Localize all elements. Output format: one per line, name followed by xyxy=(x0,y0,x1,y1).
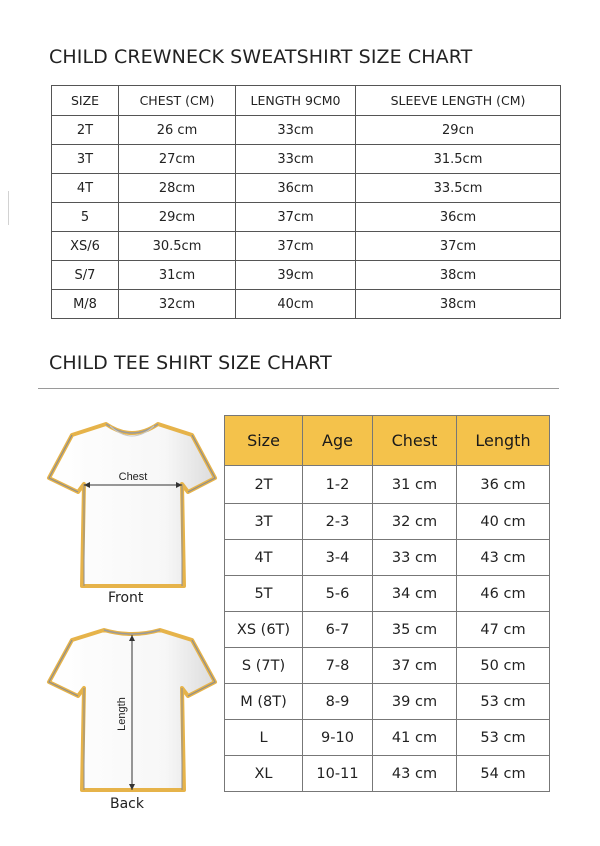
crewneck-header-row xyxy=(52,86,561,116)
tee-table-row xyxy=(225,756,550,792)
crewneck-cell-length: 33cm xyxy=(236,145,356,174)
crewneck-cell-chest: 28cm xyxy=(119,174,236,203)
crewneck-cell-length: 37cm xyxy=(236,232,356,261)
tee-cell-length: 53 cm xyxy=(457,684,550,720)
crewneck-cell-size: XS/6 xyxy=(52,232,119,261)
chest-label: Chest xyxy=(118,471,148,483)
tee-cell-chest: 31 cm xyxy=(373,466,457,504)
tee-table-row xyxy=(225,466,550,504)
tee-cell-chest: 33 cm xyxy=(373,540,457,576)
tee-cell-age: 1-2 xyxy=(303,466,373,504)
crewneck-cell-size: 2T xyxy=(52,116,119,145)
tee-header-size: Size xyxy=(225,416,303,466)
tee-cell-size: L xyxy=(225,720,303,756)
tee-table-row xyxy=(225,540,550,576)
crewneck-table-row xyxy=(52,116,561,145)
tee-cell-age: 9-10 xyxy=(303,720,373,756)
tee-cell-chest: 43 cm xyxy=(373,756,457,792)
tee-cell-age: 8-9 xyxy=(303,684,373,720)
tee-cell-age: 6-7 xyxy=(303,612,373,648)
crewneck-cell-sleeve: 36cm xyxy=(356,203,561,232)
crewneck-header-sleeve: SLEEVE LENGTH (CM) xyxy=(356,86,561,116)
tee-cell-chest: 39 cm xyxy=(373,684,457,720)
crewneck-cell-chest: 27cm xyxy=(119,145,236,174)
crewneck-size-table xyxy=(51,85,561,319)
tee-cell-size: S (7T) xyxy=(225,648,303,684)
tee-table-row xyxy=(225,648,550,684)
tee-cell-length: 40 cm xyxy=(457,504,550,540)
crewneck-cell-length: 33cm xyxy=(236,116,356,145)
crewneck-cell-size: S/7 xyxy=(52,261,119,290)
crewneck-table-row xyxy=(52,290,561,319)
tee-cell-size: 3T xyxy=(225,504,303,540)
tee-cell-age: 10-11 xyxy=(303,756,373,792)
crewneck-cell-size: 3T xyxy=(52,145,119,174)
tee-cell-length: 53 cm xyxy=(457,720,550,756)
tee-header-age: Age xyxy=(303,416,373,466)
crewneck-table-row xyxy=(52,145,561,174)
tee-cell-size: M (8T) xyxy=(225,684,303,720)
crewneck-cell-chest: 31cm xyxy=(119,261,236,290)
section-divider xyxy=(38,388,559,389)
tee-table-row xyxy=(225,684,550,720)
crewneck-cell-length: 37cm xyxy=(236,203,356,232)
crewneck-cell-sleeve: 38cm xyxy=(356,261,561,290)
margin-mark xyxy=(8,191,9,225)
tee-cell-length: 47 cm xyxy=(457,612,550,648)
tee-cell-size: XS (6T) xyxy=(225,612,303,648)
crewneck-cell-size: M/8 xyxy=(52,290,119,319)
tee-table-row xyxy=(225,612,550,648)
tee-cell-length: 46 cm xyxy=(457,576,550,612)
shirt-outline xyxy=(49,424,215,586)
crewneck-chart-title: CHILD CREWNECK SWEATSHIRT SIZE CHART xyxy=(49,46,473,68)
tee-cell-length: 50 cm xyxy=(457,648,550,684)
tshirt-front-diagram xyxy=(42,418,220,598)
tee-table-row xyxy=(225,504,550,540)
back-caption: Back xyxy=(110,796,144,812)
tee-cell-chest: 32 cm xyxy=(373,504,457,540)
crewneck-cell-length: 40cm xyxy=(236,290,356,319)
crewneck-cell-length: 39cm xyxy=(236,261,356,290)
crewneck-cell-chest: 32cm xyxy=(119,290,236,319)
tshirt-back-diagram xyxy=(42,622,220,802)
tee-cell-size: 4T xyxy=(225,540,303,576)
tee-cell-size: XL xyxy=(225,756,303,792)
crewneck-cell-sleeve: 31.5cm xyxy=(356,145,561,174)
tee-cell-chest: 34 cm xyxy=(373,576,457,612)
crewneck-cell-sleeve: 37cm xyxy=(356,232,561,261)
crewneck-table-row xyxy=(52,232,561,261)
tee-cell-age: 3-4 xyxy=(303,540,373,576)
tee-cell-age: 7-8 xyxy=(303,648,373,684)
tee-cell-chest: 37 cm xyxy=(373,648,457,684)
tee-cell-length: 36 cm xyxy=(457,466,550,504)
tee-header-length: Length xyxy=(457,416,550,466)
tee-cell-chest: 41 cm xyxy=(373,720,457,756)
tee-table-row xyxy=(225,720,550,756)
tee-table-row xyxy=(225,576,550,612)
tee-header-chest: Chest xyxy=(373,416,457,466)
crewneck-table-row xyxy=(52,261,561,290)
crewneck-table-row xyxy=(52,174,561,203)
tee-chart-title: CHILD TEE SHIRT SIZE CHART xyxy=(49,352,332,374)
crewneck-cell-length: 36cm xyxy=(236,174,356,203)
tee-header-row xyxy=(225,416,550,466)
crewneck-cell-chest: 29cm xyxy=(119,203,236,232)
tee-cell-size: 2T xyxy=(225,466,303,504)
crewneck-header-size: SIZE xyxy=(52,86,119,116)
crewneck-cell-sleeve: 29cn xyxy=(356,116,561,145)
crewneck-cell-chest: 26 cm xyxy=(119,116,236,145)
length-label: Length xyxy=(116,697,128,731)
crewneck-cell-sleeve: 38cm xyxy=(356,290,561,319)
crewneck-header-length: LENGTH 9CM0 xyxy=(236,86,356,116)
crewneck-table-row xyxy=(52,203,561,232)
tee-cell-length: 43 cm xyxy=(457,540,550,576)
tee-cell-chest: 35 cm xyxy=(373,612,457,648)
crewneck-cell-size: 4T xyxy=(52,174,119,203)
crewneck-header-chest: CHEST (CM) xyxy=(119,86,236,116)
tee-size-table xyxy=(224,415,550,792)
front-caption: Front xyxy=(108,590,144,606)
crewneck-cell-size: 5 xyxy=(52,203,119,232)
tee-cell-age: 2-3 xyxy=(303,504,373,540)
crewneck-cell-sleeve: 33.5cm xyxy=(356,174,561,203)
crewneck-cell-chest: 30.5cm xyxy=(119,232,236,261)
tee-cell-length: 54 cm xyxy=(457,756,550,792)
tee-cell-size: 5T xyxy=(225,576,303,612)
tee-cell-age: 5-6 xyxy=(303,576,373,612)
